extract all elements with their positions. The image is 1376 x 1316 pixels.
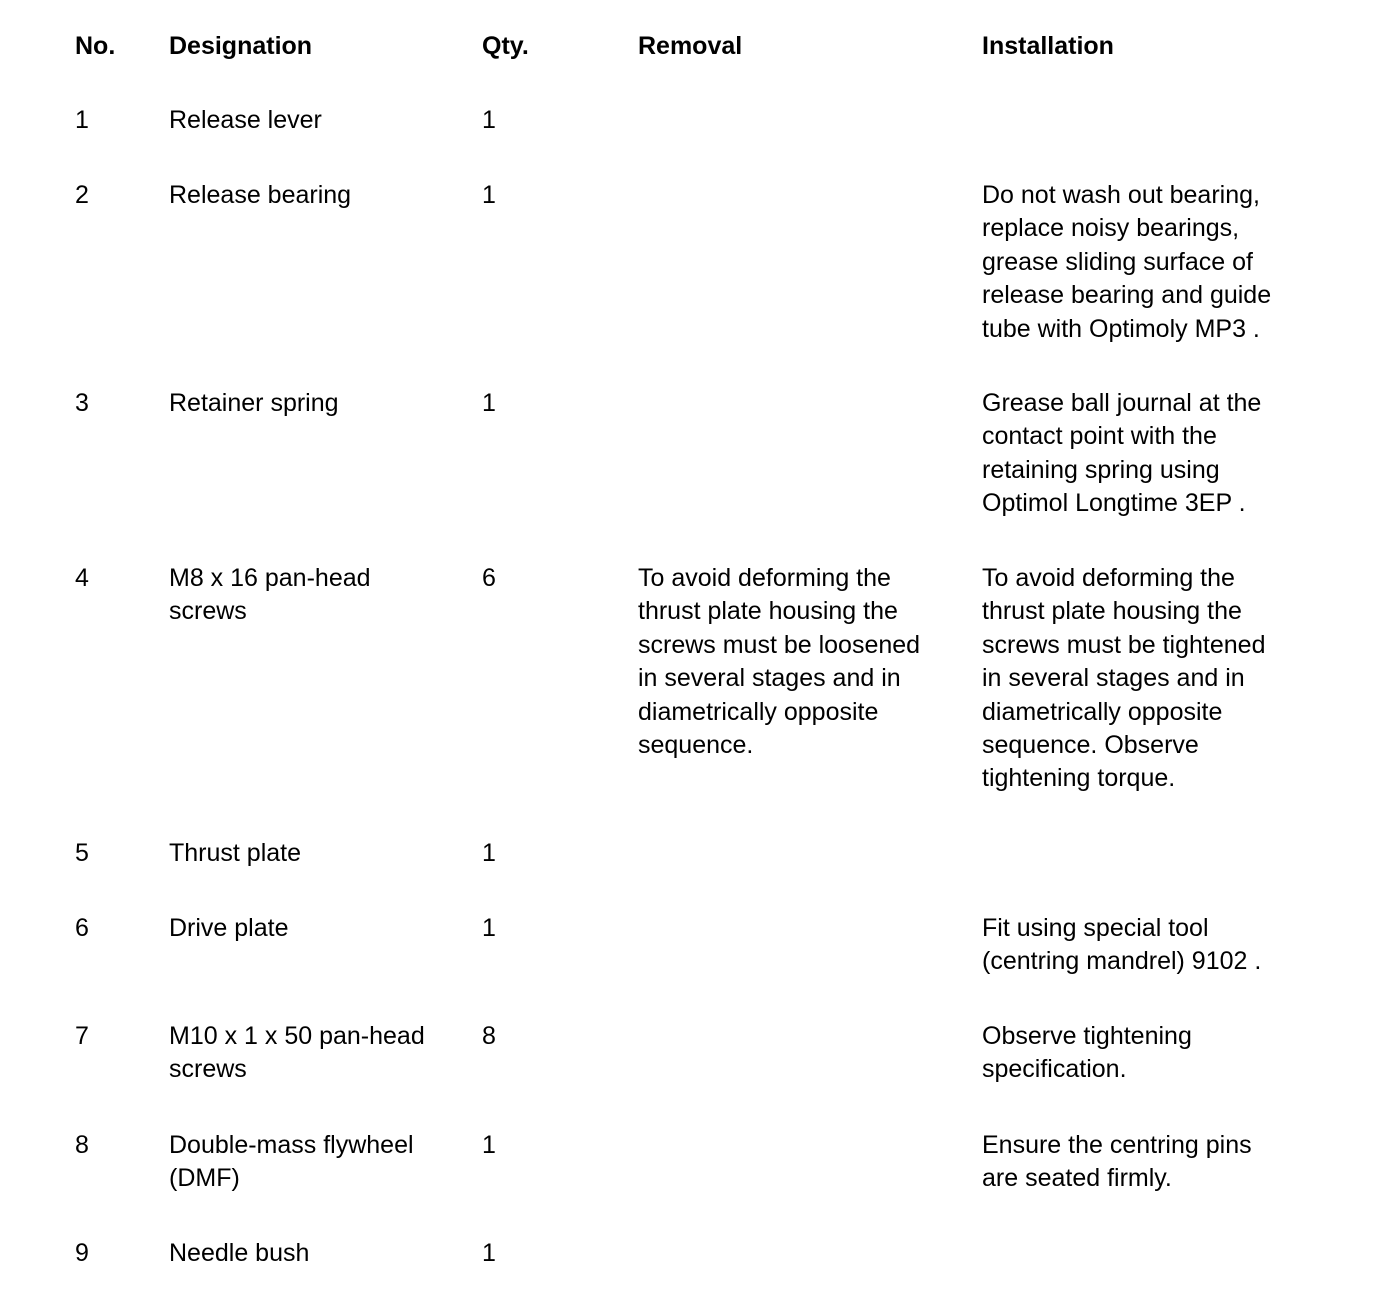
row-no: 7 — [75, 1022, 89, 1050]
row-qty: 8 — [482, 1022, 496, 1050]
row-qty: 6 — [482, 564, 496, 592]
row-no: 3 — [75, 389, 89, 417]
row-no: 4 — [75, 564, 89, 592]
header-installation: Installation — [982, 32, 1114, 60]
row-no: 8 — [75, 1131, 89, 1159]
row-designation: Release lever — [169, 106, 322, 134]
row-designation: M8 x 16 pan-head screws — [169, 564, 371, 626]
row-designation: Retainer spring — [169, 389, 339, 417]
row-qty: 1 — [482, 839, 496, 867]
row-installation: Grease ball journal at the contact point with the retaining spring using Optimol Longtime 3EP . — [982, 389, 1262, 518]
header-no: No. — [75, 32, 116, 60]
row-qty: 1 — [482, 389, 496, 417]
row-designation: Thrust plate — [169, 839, 302, 867]
row-qty: 1 — [482, 1131, 496, 1159]
row-installation: To avoid deforming the thrust plate housing the screws must be tightened in several stages and in diametrically opposite sequence. Observe tightening torque. — [982, 564, 1266, 793]
row-no: 1 — [75, 106, 89, 134]
row-designation: Release bearing — [169, 181, 352, 209]
row-installation: Ensure the centring pins are seated firmly. — [982, 1131, 1252, 1193]
row-designation: M10 x 1 x 50 pan-head screws — [169, 1022, 425, 1084]
row-designation: Drive plate — [169, 914, 289, 942]
row-no: 6 — [75, 914, 89, 942]
row-installation: Do not wash out bearing, replace noisy bearings, grease sliding surface of release bearing and guide tube with Optimoly MP3 . — [982, 181, 1272, 343]
row-installation: Observe tightening specification. — [982, 1022, 1192, 1084]
row-qty: 1 — [482, 181, 496, 209]
row-no: 5 — [75, 839, 89, 867]
row-qty: 1 — [482, 1239, 496, 1267]
row-designation: Needle bush — [169, 1239, 310, 1267]
row-qty: 1 — [482, 914, 496, 942]
header-designation: Designation — [169, 32, 313, 60]
header-qty: Qty. — [482, 32, 529, 60]
header-removal: Removal — [638, 32, 743, 60]
row-qty: 1 — [482, 106, 496, 134]
row-designation: Double-mass flywheel (DMF) — [169, 1131, 414, 1193]
row-removal: To avoid deforming the thrust plate housing the screws must be loosened in several stages and in diametrically opposite sequence. — [638, 564, 921, 760]
row-no: 9 — [75, 1239, 89, 1267]
row-installation: Fit using special tool (centring mandrel) 9102 . — [982, 914, 1262, 976]
row-no: 2 — [75, 181, 89, 209]
